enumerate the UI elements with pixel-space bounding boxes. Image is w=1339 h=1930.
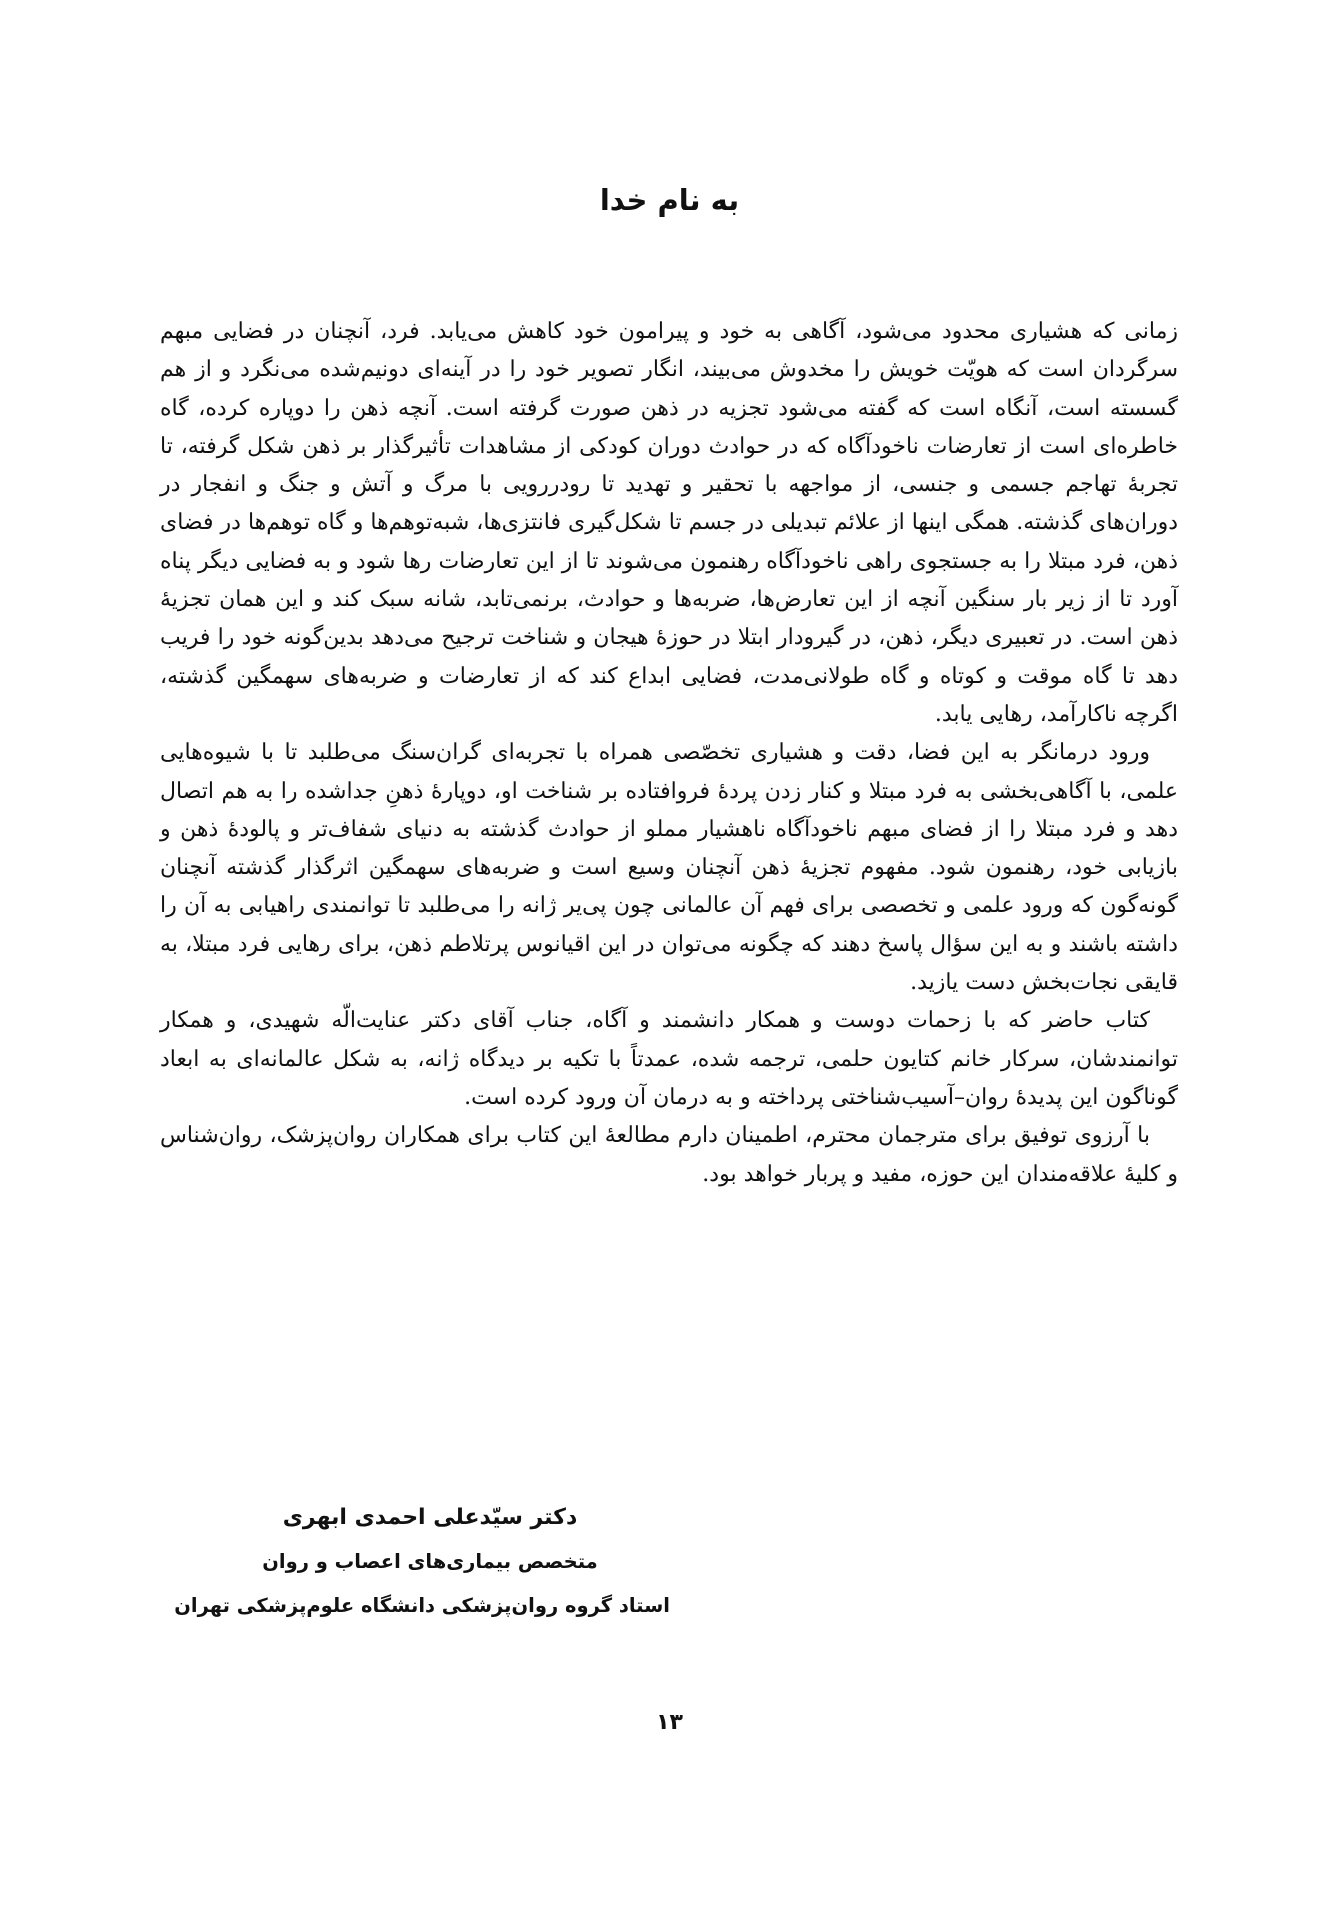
paragraph-4: با آرزوی توفیق برای مترجمان محترم، اطمینان دارم مطالعهٔ این کتاب برای همکاران روان‌پزشک، روان‌شناس و کلیهٔ علاقه‌مندان این حوزه، مفید و پربار خواهد بود. bbox=[160, 1123, 1178, 1187]
page-title: به نام خدا bbox=[599, 183, 740, 217]
body-text bbox=[160, 313, 1178, 1194]
author-position: استاد گروه روان‌پزشکی دانشگاه علوم‌پزشکی تهران bbox=[174, 1594, 670, 1617]
signature-block bbox=[174, 1496, 670, 1628]
author-name: دکتر سیّدعلی احمدی ابهری bbox=[282, 1505, 578, 1530]
paragraph-1: زمانی که هشیاری محدود می‌شود، آگاهی به خود و پیرامون خود کاهش می‌یابد. فرد، آنچنان در فضایی مبهم سرگردان است که هویّت خویش را مخدوش می‌بیند، انگار تصویر خود را در آینه‌ای دونیم‌شده می‌نگرد و از هم گسسته است، آنگاه است که گفته می‌شود تجزیه در ذهن صورت گرفته است. آنچه ذهن را دوپاره کرده، گاه خاطره‌ای است از تعارضات ناخودآگاه که در حوادث دوران کودکی از مشاهدات تأثیرگذار بر ذهن شکل گرفته، تا تجربهٔ تهاجم جسمی و جنسی، از مواجهه با تحقیر و تهدید تا رودررویی با مرگ و آتش و جنگ و انفجار در دوران‌های گذشته. همگی اینها از علائم تبدیلی در جسم تا شکل‌گیری فانتزی‌ها، شبه‌توهم‌ها و گاه توهم‌ها در فضای ذهن، فرد مبتلا را به جستجوی راهی ناخودآگاه رهنمون می‌شوند تا از این تعارضات رها شود و به فضایی دیگر پناه آورد تا از زیر بار سنگین آنچه از این تعارض‌ها، ضربه‌ها و حوادث، برنمی‌تابد، شانه سبک کند و این همان تجزیهٔ ذهن است. در تعبیری دیگر، ذهن، در گیرودار ابتلا در حوزهٔ هیجان و شناخت ترجیح می‌دهد بدین‌گونه خود را فریب دهد تا گاه موقت و کوتاه و گاه طولانی‌مدت، فضایی ابداع کند که از تعارضات و ضربه‌های سهمگین گذشته، اگرچه ناکارآمد، رهایی یابد. bbox=[160, 319, 1179, 727]
paragraph-2: ورود درمانگر به این فضا، دقت و هشیاری تخصّصی همراه با تجربه‌ای گران‌سنگ می‌طلبد تا با شیوه‌هایی علمی، با آگاهی‌بخشی به فرد مبتلا و کنار زدن پردهٔ فروافتاده بر شناخت او، دوپارهٔ ذهنِ جداشده را به هم اتصال دهد و فرد مبتلا را از فضای مبهم ناخودآگاه ناهشیار مملو از حوادث گذشته به دنیای شفاف‌تر و پالودهٔ ذهن و بازیابی خود، رهنمون شود. مفهوم تجزیهٔ ذهن آنچنان وسیع است و ضربه‌های سهمگین اثرگذار گذشته آنچنان گونه‌گون که ورود علمی و تخصصی برای فهم آن عالمانی چون پی‌یر ژانه را می‌طلبد تا توانمندی راهیابی به آن را داشته باشند و به این سؤال پاسخ دهند که چگونه می‌توان در این اقیانوس پرتلاطم ذهن، برای رهایی فرد مبتلا، به قایقی نجات‌بخش دست یازید. bbox=[160, 740, 1178, 996]
author-specialty: متخصص بیماری‌های اعصاب و روان bbox=[262, 1550, 598, 1573]
page-number: ۱۳ bbox=[656, 1710, 683, 1735]
paragraph-3: کتاب حاضر که با زحمات دوست و همکار دانشمند و آگاه، جناب آقای دکتر عنایت‌الّه شهیدی، و همکار توانمندشان، سرکار خانم کتایون حلمی، ترجمه شده، عمدتاً با تکیه بر دیدگاه ژانه، به شکل عالمانه‌ای به ابعاد گوناگون این پدیدهٔ روان–آسیب‌شناختی پرداخته و به درمان آن ورود کرده است. bbox=[160, 1008, 1178, 1110]
